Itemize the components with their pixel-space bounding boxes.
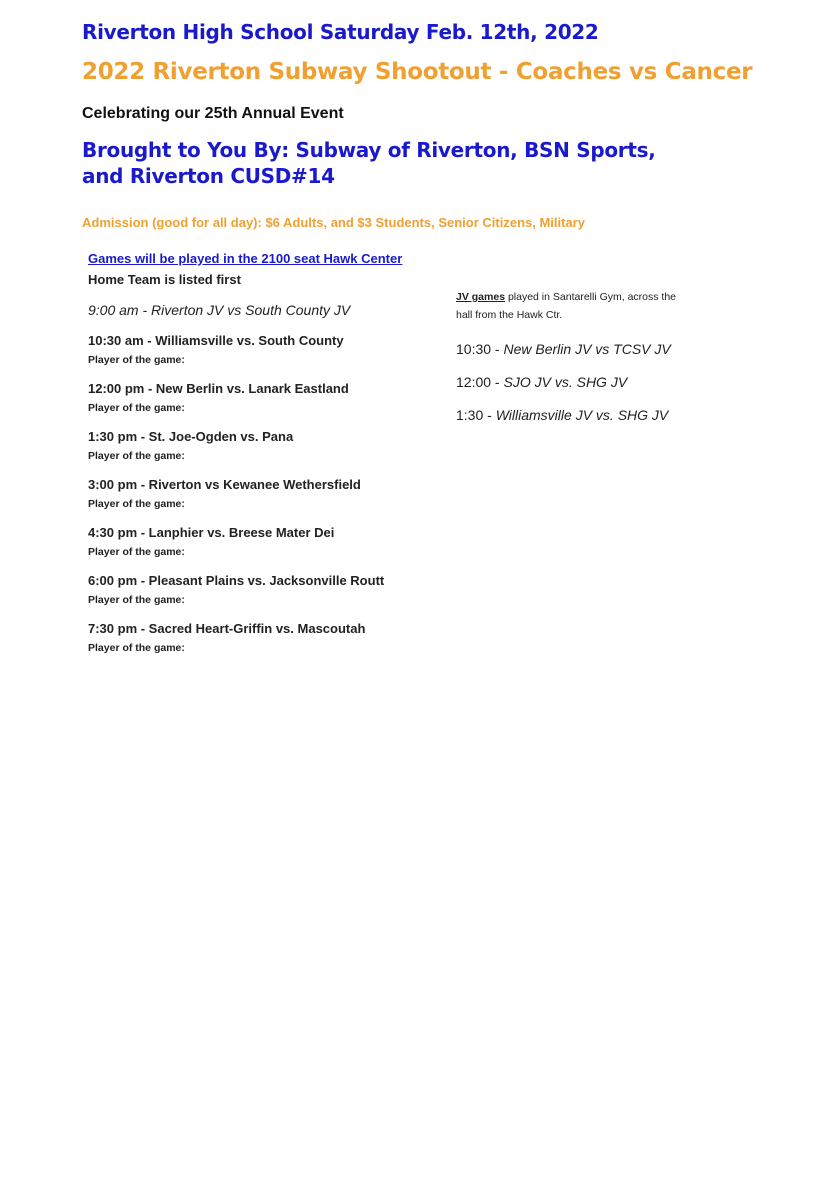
jv-game-time: 12:00 -: [456, 374, 504, 390]
anniversary-note: Celebrating our 25th Annual Event: [82, 105, 344, 122]
game-title: 6:00 pm - Pleasant Plains vs. Jacksonville Routt: [88, 573, 385, 588]
player-of-game-label: Player of the game:: [88, 546, 185, 558]
player-of-game-label: Player of the game:: [88, 450, 185, 462]
game-item: [88, 381, 408, 414]
varsity-schedule: [88, 249, 408, 654]
game-item: [88, 333, 408, 366]
game-title: 10:30 am - Williamsville vs. South County: [88, 333, 344, 348]
jv-opener-game: 9:00 am - Riverton JV vs South County JV: [88, 302, 351, 318]
game-item: [88, 477, 408, 510]
player-of-game-label: Player of the game:: [88, 642, 185, 654]
game-item: [88, 573, 408, 606]
jv-game-time: 10:30 -: [456, 341, 504, 357]
game-title: 3:00 pm - Riverton vs Kewanee Wethersfield: [88, 477, 361, 492]
jv-games-link[interactable]: JV games: [456, 291, 506, 303]
game-title: 7:30 pm - Sacred Heart-Griffin vs. Mascoutah: [88, 621, 366, 636]
admission-info: Admission (good for all day): $6 Adults, and $3 Students, Senior Citizens, Military: [82, 215, 585, 230]
event-title-heading: 2022 Riverton Subway Shootout - Coaches vs Cancer: [82, 59, 753, 85]
game-title: 12:00 pm - New Berlin vs. Lanark Eastland: [88, 381, 349, 396]
player-of-game-label: Player of the game:: [88, 402, 185, 414]
jv-game-time: 1:30 -: [456, 407, 496, 423]
player-of-game-label: Player of the game:: [88, 594, 185, 606]
jv-game-teams: SJO JV vs. SHG JV: [503, 374, 628, 390]
jv-game-item: [456, 341, 686, 357]
jv-game-teams: Williamsville JV vs. SHG JV: [495, 407, 669, 423]
jv-schedule: [456, 288, 686, 423]
player-of-game-label: Player of the game:: [88, 498, 185, 510]
hawk-center-link[interactable]: Games will be played in the 2100 seat Hawk Center: [88, 251, 403, 266]
sponsors-heading: Brought to You By: Subway of Riverton, BSN Sports, and Riverton CUSD#14: [82, 138, 656, 188]
game-item: [88, 525, 408, 558]
jv-game-item: [456, 407, 686, 423]
player-of-game-label: Player of the game:: [88, 354, 185, 366]
home-team-note: Home Team is listed first: [88, 272, 241, 287]
jv-game-item: [456, 374, 686, 390]
game-item: [88, 621, 408, 654]
event-date-heading: Riverton High School Saturday Feb. 12th, 2022: [82, 20, 599, 44]
jv-intro: [456, 288, 686, 324]
game-title: 1:30 pm - St. Joe-Ogden vs. Pana: [88, 429, 294, 444]
game-item: [88, 429, 408, 462]
game-title: 4:30 pm - Lanphier vs. Breese Mater Dei: [88, 525, 335, 540]
jv-location-text: played in Santarelli Gym, across the hall from the Hawk Ctr.: [456, 291, 677, 321]
jv-game-teams: New Berlin JV vs TCSV JV: [503, 341, 671, 357]
